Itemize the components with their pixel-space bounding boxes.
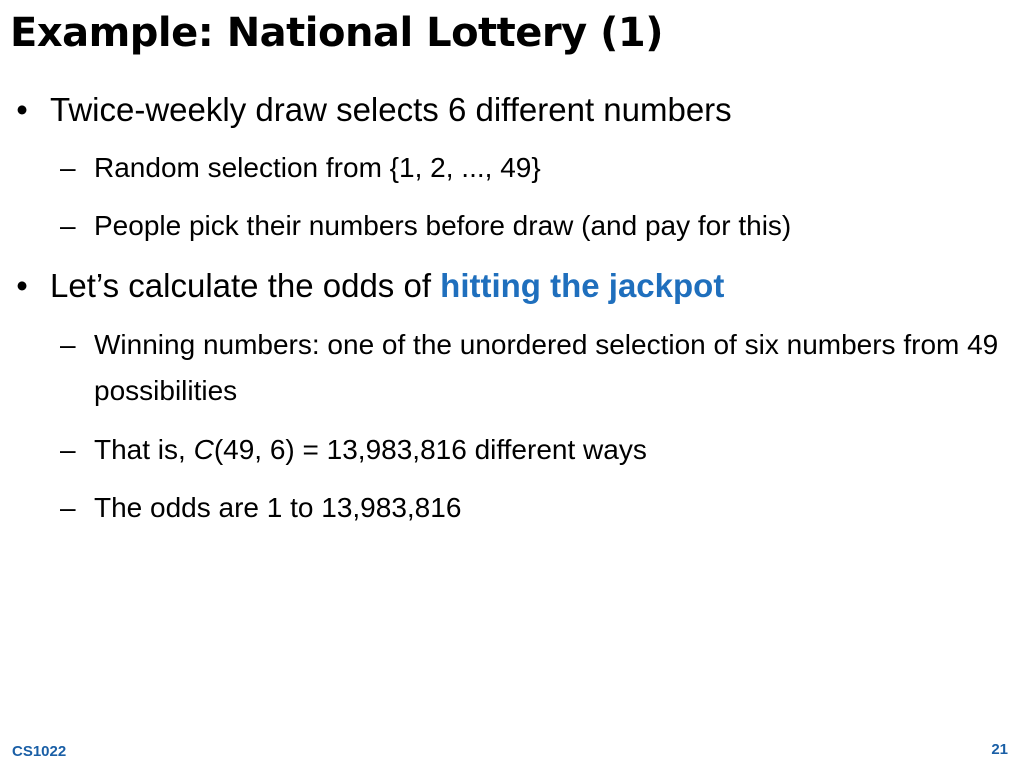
bullet-marker: • xyxy=(16,267,28,304)
slide-content xyxy=(12,88,1017,530)
sub-bullet-text: The odds are 1 to 13,983,816 xyxy=(94,492,462,523)
combination-symbol: C xyxy=(193,434,214,465)
sub-bullet-text-suffix: (49, 6) = 13,983,816 different ways xyxy=(213,434,647,465)
dash-marker: – xyxy=(60,434,76,465)
footer-course-code: CS1022 xyxy=(12,743,67,760)
bullet-item xyxy=(12,264,1017,308)
sub-bullet-item xyxy=(12,322,1017,414)
dash-marker: – xyxy=(60,210,76,241)
bullet-marker: • xyxy=(16,91,28,128)
highlighted-phrase: hitting the jackpot xyxy=(440,267,725,304)
dash-marker: – xyxy=(60,492,76,523)
sub-bullet-text: Winning numbers: one of the unordered selection of six numbers from 49 possibilities xyxy=(94,329,999,406)
dash-marker: – xyxy=(60,152,76,183)
sub-bullet-item xyxy=(12,146,1017,190)
dash-marker: – xyxy=(60,329,76,360)
sub-bullet-item xyxy=(12,428,1017,472)
sub-bullet-text: People pick their numbers before draw (and pay for this) xyxy=(94,210,792,241)
sub-bullet-text-prefix: That is, xyxy=(94,434,194,465)
bullet-text: Twice-weekly draw selects 6 different numbers xyxy=(50,91,732,128)
sub-bullet-text: Random selection from {1, 2, ..., 49} xyxy=(94,152,541,183)
sub-bullet-item xyxy=(12,204,1017,248)
slide-number: 21 xyxy=(991,741,1008,758)
slide-title: Example: National Lottery (1) xyxy=(10,10,664,56)
sub-bullet-item xyxy=(12,486,1017,530)
bullet-text: Let’s calculate the odds of xyxy=(50,267,441,304)
bullet-item xyxy=(12,88,1017,132)
